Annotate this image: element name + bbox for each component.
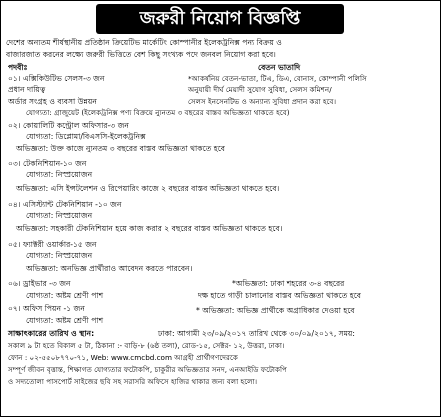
post-2-qualification: যোগ্যতা: ডিপ্লোমা/বিএসসি-ইলেকট্রনিক্স [26, 132, 146, 141]
intro-line-1: দেশের অন্যতম শীর্ষস্থানীয় প্রতিষ্ঠান ক্রিয়েটিভ মার্কেটিং কোম্পানীর ইলেকট্রনিক্স পন্য বিক্রয় ও [6, 38, 282, 47]
post-4-title: ০৪। এসিস্ট্যান্ট টেকনিশিয়ান -১০ জন [8, 200, 122, 209]
post-4-qualification: যোগ্যতা: নিস্প্রয়োজন [26, 211, 93, 220]
post-5-title: ০৫। ফ্যাক্টরী ওয়ার্কার-১৫ জন [8, 240, 97, 249]
interview-label: সাক্ষাৎকারের তারিখ ও স্থান: [8, 329, 95, 338]
post-1-salary-line: *আকর্ষনিয় বেতন-ভাতা, টিএ, ডিএ, বোনাস, কোম্পানী পলিসি [188, 74, 367, 83]
post-6-experience: দক্ষ হাতে গাড়ী চালানোর বাস্তব অভিজ্ঞতা থাকতে হবে [198, 291, 362, 300]
post-1-qualification: যোগ্যতা: গ্রাজুয়েট (ইলেকট্রনিক্স পণ্য বিক্রয়ে ন্যুনতম ৩ বছরের বাস্তব অভিজ্ঞতা থাকতে হবে) [26, 108, 290, 117]
post-1-salary-line: অনুযায়ী দীর্ঘ মেয়াদী সুযোগ সুবিধা, সেলস কমিশন/ [188, 85, 332, 94]
post-2-experience: অভিজ্ঞতা: উক্ত কাজে ন্যুনতম ৩ বছরের বাস্তব অভিজ্ঞতা থাকতে হবে [16, 144, 226, 153]
post-3-experience: অভিজ্ঞতা: এসি ইন্সটলেশন ও রিপেয়ারিং কাজে ২ বছরের বাস্তব অভিজ্ঞতা থাকতে হবে। [16, 184, 280, 193]
post-6-title: ০৬। ড্রাইভার -৩ জন [8, 279, 71, 288]
post-1-salary-line: সেলস ইনসেনটিভ ও অন্যান্য সুবিধা প্রদান করা হবে। [188, 97, 337, 106]
post-1-title: ০১। এক্সিকিউটিভ সেলস-৩ জন [8, 74, 105, 83]
post-7-qualification: যোগ্যতা: অষ্টম শ্রেণী পাশ [26, 316, 104, 325]
post-1-line: প্রধান দায়িত্ব [8, 85, 46, 94]
post-6-experience: *অভিজ্ঞতা: ঢাকা শহরের ৩-৪ বছরের [232, 279, 345, 288]
intro-line-2: বাজারজাত করনের লক্ষ্যে জরুরী ভিত্তিতে বেশ কিছু সংখ্যক পদে জনবল নিয়োগ করা হবে। [6, 50, 276, 59]
interview-line-4: সম্পূর্ণ জীবন বৃত্তান্ত, শিক্ষাগত যোগ্যতার ফটোকপি, চাকুরীর অভিজ্ঞতার সনদ, এনআইডি ফটোকপি [8, 365, 287, 374]
post-2-title: ০২। কোয়ালিটি কন্ট্রোল অফিসার-৩ জন [8, 121, 129, 130]
posts-header: পদবীঃ [8, 63, 28, 72]
post-1-line: অর্ডার সংগ্রহ ও ব্যবসা উন্নয়ন [8, 97, 97, 106]
post-5-experience: অভিজ্ঞতা: অনভিজ্ঞ প্রার্থীরাও আবেদন করতে পারবেন। [26, 264, 193, 273]
post-3-title: ০৩। টেকনিশিয়ান-১০ জন [8, 159, 87, 168]
salary-header: বেতন ভাতাদি [258, 63, 301, 72]
interview-line-2: সকাল ৯ টা হতে বিকাল ৫ টা, ঠিকানা :- বাড়ি-৮ (৬ষ্ঠ তলা), রোড-১৫, সেক্টর- ১২, উত্তরা, ঢাকা। [8, 341, 285, 350]
post-6-qualification: যোগ্যতা: অষ্টম শ্রেণী পাশ [26, 291, 104, 300]
page-title: জরুরী নিয়োগ বিজ্ঞপ্তি [96, 4, 344, 34]
post-7-title: ০৭। অফিস পিয়ন -১ জন [8, 304, 85, 313]
post-4-experience: অভিজ্ঞতা: সহকারী টেকনিশিয়ান হয়ে কাজ করার ২ বছরের বাস্তব অভিজ্ঞতা থাকতে হবে। [16, 224, 283, 233]
post-5-qualification: যোগ্যতা: নিস্প্রয়োজন [26, 251, 93, 260]
post-7-experience: * অভিজ্ঞতা: অভিজ্ঞ প্রার্থীকে অগ্রাধিকার দেওয়া হবে [196, 306, 355, 315]
interview-line-5: ও সদ্যতোলা পাসপোর্ট সাইজের ছবি সহ সরাসরি অফিসে হাজির থাকার জন্য বলা হলো। [8, 377, 258, 386]
post-3-qualification: যোগ্যতা: নিস্প্রয়োজন [26, 170, 93, 179]
interview-line-3: ফোন : ০২-৫৫০৮৭৭০-৭১, Web: www.cmcbd.com আগ্রহী প্রার্থীগণদেরকে [8, 353, 238, 362]
interview-line-1: ঢাকা: আগামী ২৩/০৯/২০১৭ তারিখ থেকে ৩০/০৯/২০১৭, সময়: [158, 329, 355, 338]
